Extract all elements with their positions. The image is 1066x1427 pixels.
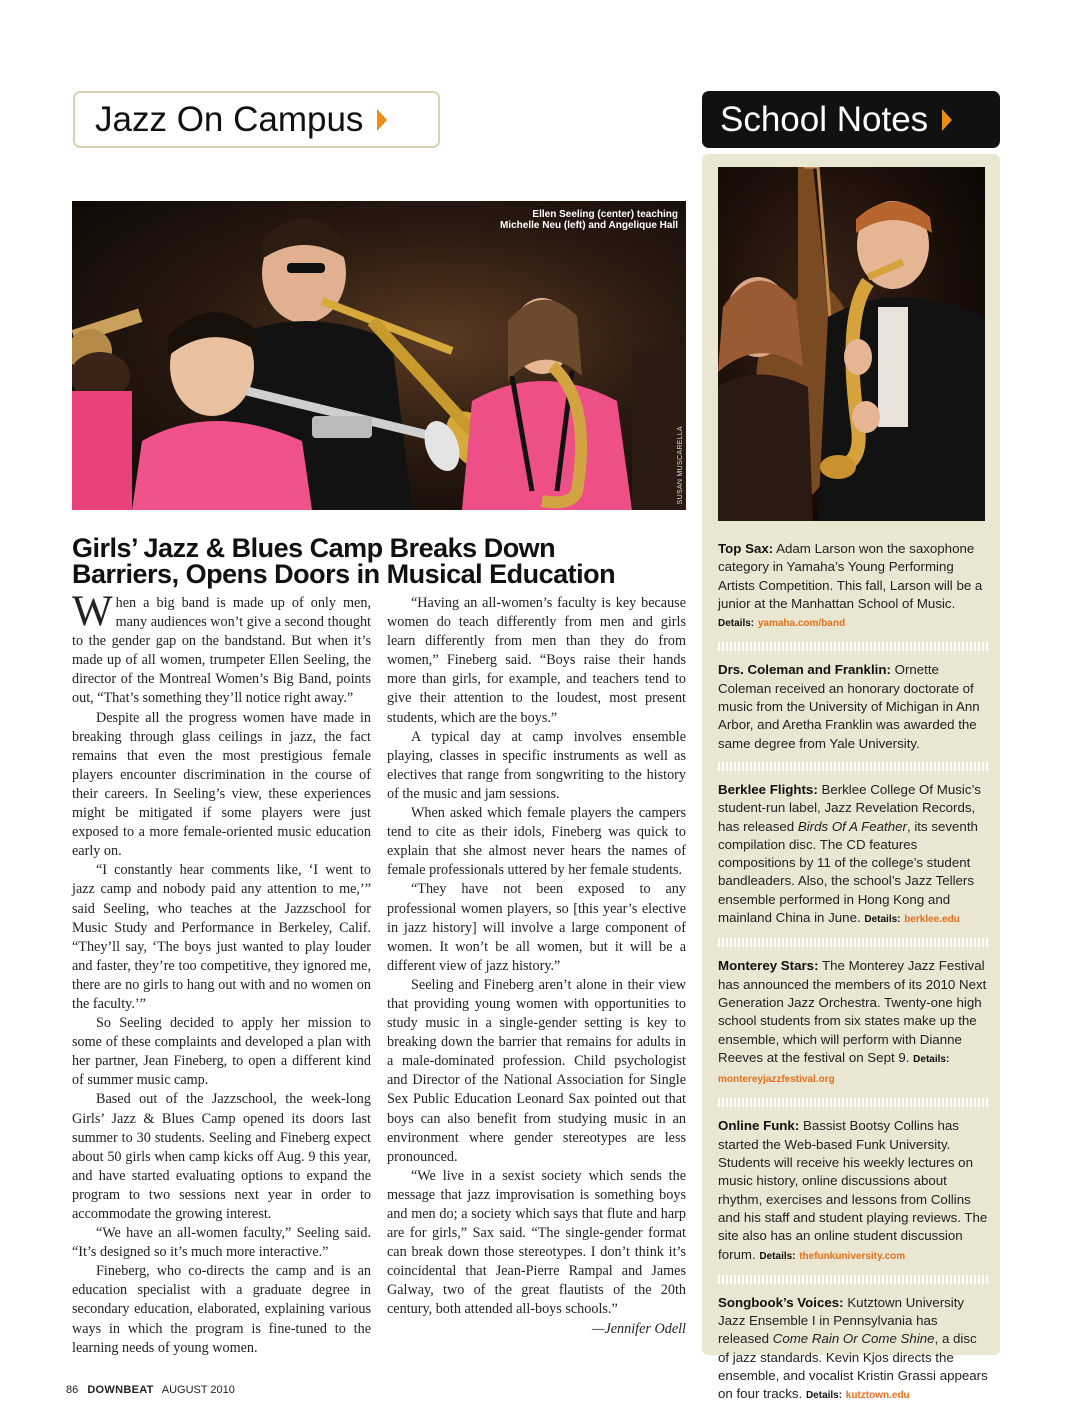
divider bbox=[718, 1275, 988, 1284]
note-body: The Monterey Jazz Festival has announced the members of its 2010 Next Generation Jazz Orchestra. Twenty-one high school students from six states make up the ensemble, which will perform with Dianne Reeves at the festival on Sept 9. bbox=[718, 958, 987, 1065]
details-link[interactable]: kutztown.edu bbox=[845, 1390, 910, 1402]
paragraph: Fineberg, who co-directs the camp and is an education specialist with a graduate degree in secondary education, elaborated, explaining various ways in which the program is fine-tuned to the learning needs of young women. bbox=[72, 1263, 371, 1356]
note-body: Bassist Bootsy Collins has started the Web-based Funk University. Students will receive his weekly lectures on music history, online discussions about rhythm, exercises and lessons from Collins and his staff and student playing reviews. The site also has an online student discussion forum. bbox=[718, 1118, 988, 1262]
school-notes-header bbox=[702, 91, 1000, 148]
note-item bbox=[718, 1294, 988, 1406]
paragraph: A typical day at camp involves ensemble playing, classes in specific instruments as well as electives that range from songwriting to the history of the music and jam sessions. bbox=[387, 728, 686, 802]
details-label: Details: bbox=[759, 1250, 796, 1262]
paragraph: “We have an all-women faculty,” Seeling said. “It’s designed so it’s much more interactive.” bbox=[72, 1225, 371, 1261]
photo-credit: SUSAN MUSCARELLA bbox=[677, 425, 684, 504]
magazine-name: DOWNBEAT bbox=[87, 1384, 154, 1396]
note-body: Ornette Coleman received an honorary doctorate of music from the University of Michigan in Ann Arbor, and Aretha Franklin was awarded the same degree from Yale University. bbox=[718, 662, 980, 751]
album-title: Birds Of A Feather bbox=[797, 818, 907, 834]
details-label: Details: bbox=[805, 1390, 843, 1402]
details-label: Details: bbox=[864, 914, 901, 926]
divider bbox=[718, 762, 988, 771]
paragraph: When asked which female players the campers tend to cite as their idols, Fineberg was quick to explain that she almost never hears the names of female professionals uttered by her female students. bbox=[387, 805, 686, 879]
note-title: Monterey Stars: bbox=[718, 958, 819, 974]
divider bbox=[718, 1098, 988, 1107]
sax-player-photo bbox=[718, 167, 985, 521]
article-headline bbox=[72, 535, 692, 587]
issue-date: AUGUST 2010 bbox=[161, 1384, 235, 1396]
caption-line: Michelle Neu (left) and Angelique Hall bbox=[500, 220, 678, 231]
note-body: Kutztown University Jazz Ensemble I in Pennsylvania has released bbox=[718, 1294, 965, 1347]
details-link[interactable]: montereyjazzfestival.org bbox=[718, 1074, 835, 1086]
sidebar-title: School Notes bbox=[720, 99, 929, 139]
headline-line: Girls’ Jazz & Blues Camp Breaks Down bbox=[72, 533, 556, 563]
note-body: Berklee College Of Music’s student-run label, Jazz Revelation Records, has released bbox=[718, 781, 981, 834]
note-item bbox=[718, 661, 988, 752]
details-link[interactable]: yamaha.com/band bbox=[757, 618, 846, 630]
paragraph: “We live in a sexist society which sends the message that jazz improvisation is something boys and men do; a society which says that flute and harp are for girls,” Sax said. “The single-gender format can break down those stereotypes. I don’t think it’s coincidental that Jean-Pierre Rampal and James Galway, two of the great flautists of the 20th century, both attended all-boys schools.” bbox=[387, 1167, 686, 1318]
paragraph bbox=[72, 588, 371, 709]
note-item bbox=[718, 1117, 988, 1265]
paragraph: “I constantly hear comments like, ‘I went to jazz camp and nobody paid any attention to me,’” said Seeling, who teaches at the Jazzschool for Music Study and Performance in Berkeley, Calif. “They’ll say, ‘The boys just wanted to play louder and faster, they’re too competitive, they ignored me, there are no girls to hang out with and no women on the faculty.’” bbox=[72, 862, 371, 1012]
jazz-on-campus-header bbox=[73, 91, 440, 148]
paragraph-text: hen a big band is made up of only men, many audiences won’t give a second thought to the gender gap on the bandstand. But when it’s made up of all women, trumpeter Ellen Seeling, the director of the Montreal Women’s Big Band, points out, “That’s something they’ll notice right away.” bbox=[72, 595, 371, 707]
divider bbox=[718, 938, 988, 947]
details-link[interactable]: berklee.edu bbox=[904, 914, 960, 926]
page-number: 86 bbox=[66, 1384, 79, 1396]
note-title: Songbook’s Voices: bbox=[718, 1294, 844, 1310]
sax-photo-illustration bbox=[718, 167, 985, 521]
note-item bbox=[718, 957, 988, 1089]
divider bbox=[718, 642, 988, 651]
paragraph: Despite all the progress women have made in breaking through glass ceilings in jazz, the fact remains that even the most prestigious female players encounter discrimination in the course of their careers. In Seeling’s view, these experiences might be mitigated if some players were just exposed to a more female-oriented music education early on. bbox=[72, 709, 371, 860]
note-item bbox=[718, 540, 988, 633]
byline: —Jennifer Odell bbox=[591, 1320, 686, 1337]
drop-cap: W bbox=[72, 588, 113, 635]
paragraph: Seeling and Fineberg aren’t alone in their view that providing young women with opportunities to study music in a single-gender setting is key to breaking down the barrier that remains for adults in a male-dominated profession. Child psychologist and Director of the National Association for Single Sex Public Education Leonard Sax pointed out that boys can also benefit from studying music in an environment where gender stereotypes are less pronounced. bbox=[387, 976, 686, 1165]
note-body: Adam Larson won the saxophone category in Yamaha’s Young Performing Artists Competition. This fall, Larson will be a junior at the Manhattan School of Music. bbox=[718, 541, 983, 611]
album-title: Come Rain Or Come Shine bbox=[772, 1331, 935, 1347]
caption-line: Ellen Seeling (center) teaching bbox=[532, 209, 678, 220]
school-notes-sidebar bbox=[702, 154, 1000, 1402]
school-notes-list bbox=[718, 540, 988, 1406]
arrow-right-icon bbox=[942, 109, 952, 131]
note-title: Drs. Coleman and Franklin: bbox=[718, 662, 891, 678]
page-footer bbox=[66, 1384, 235, 1396]
article-column-1 bbox=[72, 588, 371, 1358]
paragraph: “They have not been exposed to any professional women players, so [this year’s elective in jazz history] will involve a large component of women. It won’t be all women, but it will be a different view of jazz history.” bbox=[387, 881, 686, 974]
paragraph: “Having an all-women’s faculty is key because women do teach differently from men and girls learn differently from men than they do from women,” Fineberg said. “Boys raise their hands more than girls, for example, and teachers tend to give their attention to the loudest, most present students, which are the boys.” bbox=[387, 595, 686, 726]
headline-line: Barriers, Opens Doors in Musical Education bbox=[72, 559, 616, 589]
article-column-2 bbox=[387, 594, 686, 1339]
note-body: , a disc of jazz standards. Kevin Kjos directs the ensemble, and vocalist Kristin Grassi appears on four tracks. bbox=[718, 1331, 988, 1402]
camp-photo bbox=[72, 201, 686, 510]
paragraph: So Seeling decided to apply her mission to some of these complaints and developed a plan with her partner, Jean Fineberg, to open a different kind of summer music camp. bbox=[72, 1015, 371, 1089]
note-item bbox=[718, 781, 988, 929]
details-label: Details: bbox=[718, 618, 755, 630]
note-body: , its seventh compilation disc. The CD features compositions by 11 of the college’s student bandleaders. Also, the school’s Jazz Tellers ensemble performed in Hong Kong and mainland China in June. bbox=[718, 818, 978, 926]
photo-caption bbox=[500, 209, 678, 231]
arrow-right-icon bbox=[377, 109, 387, 131]
note-title: Top Sax: bbox=[718, 541, 774, 556]
details-link[interactable]: thefunkuniversity.com bbox=[799, 1250, 906, 1262]
section-title: Jazz On Campus bbox=[95, 99, 364, 139]
paragraph: Based out of the Jazzschool, the week-long Girls’ Jazz & Blues Camp opened its doors last summer to 30 students. Seeling and Fineberg expect about 50 girls when camp kicks off Aug. 9 this year, and have started evaluating options to expand the program to two sessions next year in order to accommodate the growing interest. bbox=[72, 1091, 371, 1222]
camp-photo-illustration bbox=[72, 201, 686, 510]
note-title: Online Funk: bbox=[718, 1118, 800, 1134]
details-label: Details: bbox=[913, 1053, 950, 1065]
note-title: Berklee Flights: bbox=[718, 781, 818, 797]
